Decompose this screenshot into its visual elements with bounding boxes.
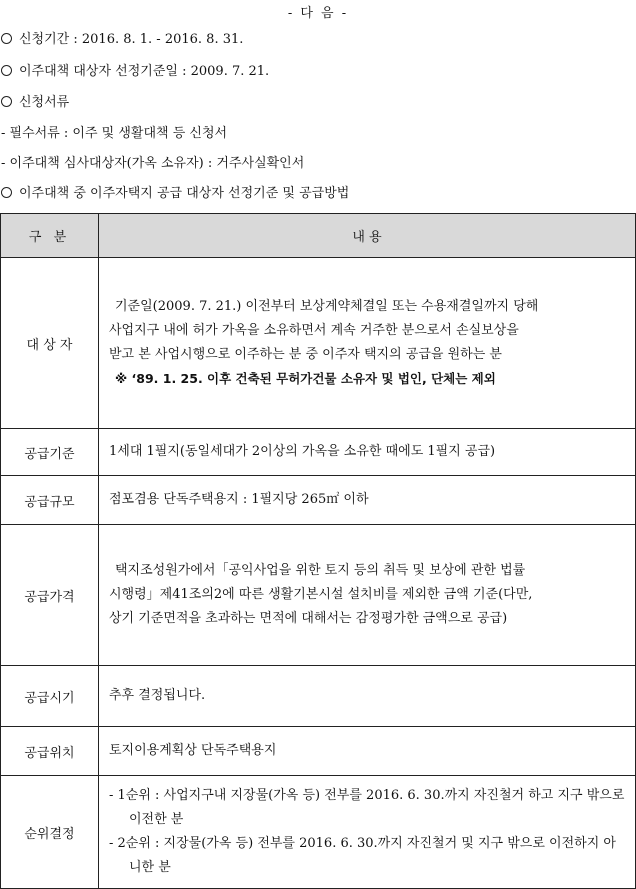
notice-heading: - 다 음 - [287,6,349,21]
table-row [1,525,636,666]
table-row [1,776,636,889]
criteria-table [0,213,636,889]
info-item-base-date: 이주대책 대상자 선정기준일 : 2009. 7. 21. [1,60,269,79]
row-content-priority [99,776,636,889]
info-item-documents: 신청서류 [1,91,69,110]
row-content-price: 택지조성원가에서「공익사업을 위한 토지 등의 취득 및 보상에 관한 법률 시행령」제41조의2에 따른 생활기본시설 설치비를 제외한 금액 기준(다만, 상기 기준면적을 초과하는 면적에 대해서는 감정평가한 금액으로 공급) [99,525,636,666]
header-category: 구 분 [1,214,99,258]
priority-second: - 2순위 : 지장물(가옥 등) 전부를 2016. 6. 30.까지 자진철거 및 지구 밖으로 이전하지 아니한 분 [109,836,616,875]
row-content-location: 토지이용계획상 단독주택용지 [99,727,636,776]
table-row [1,429,636,476]
circle-bullet-icon [1,187,12,198]
circle-bullet-icon [1,65,12,76]
row-content-scale: 점포겸용 단독주택용지 : 1필지당 265㎡ 이하 [99,476,636,525]
row-content-timing: 추후 결정됩니다. [99,666,636,727]
table-row [1,476,636,525]
info-item-period: 신청기간 : 2016. 8. 1. - 2016. 8. 31. [1,28,243,47]
header-content: 내 용 [99,214,636,258]
table-row [1,258,636,429]
exclusion-note: ※ ‘89. 1. 25. 이후 건축된 무허가건물 소유자 및 법인, 단체는 제외 [115,371,496,386]
info-subitem-residence: - 이주대책 심사대상자(가옥 소유자) : 거주사실확인서 [1,156,305,171]
row-label-scale: 공급규모 [1,476,99,525]
info-subitem-required: - 필수서류 : 이주 및 생활대책 등 신청서 [1,126,228,141]
row-content-target: 기준일(2009. 7. 21.) 이전부터 보상계약체결일 또는 수용재결일까지 당해 사업지구 내에 허가 가옥을 소유하면서 계속 거주한 분으로서 손실보상을 받고 본 사업시행으로 이주하는 분 중 이주자 택지의 공급을 원하는 분 ※ ‘89. 1. 25. 이후 건축된 무허가건물 소유자 및 법인, 단체는 제외 [99,258,636,429]
circle-bullet-icon [1,96,12,107]
table-header-row [1,214,636,258]
table-row [1,727,636,776]
table-row [1,666,636,727]
priority-first: - 1순위 : 사업지구내 지장물(가옥 등) 전부를 2016. 6. 30.까지 자진철거 하고 지구 밖으로 이전한 분 [109,788,625,827]
circle-bullet-icon [1,33,12,44]
info-item-criteria: 이주대책 중 이주자택지 공급 대상자 선정기준 및 공급방법 [1,182,349,201]
row-label-priority: 순위결정 [1,776,99,889]
row-label-timing: 공급시기 [1,666,99,727]
row-content-standard: 1세대 1필지(동일세대가 2이상의 가옥을 소유한 때에도 1필지 공급) [99,429,636,476]
row-label-price: 공급가격 [1,525,99,666]
row-label-location: 공급위치 [1,727,99,776]
row-label-standard: 공급기준 [1,429,99,476]
row-label-target: 대 상 자 [1,258,99,429]
